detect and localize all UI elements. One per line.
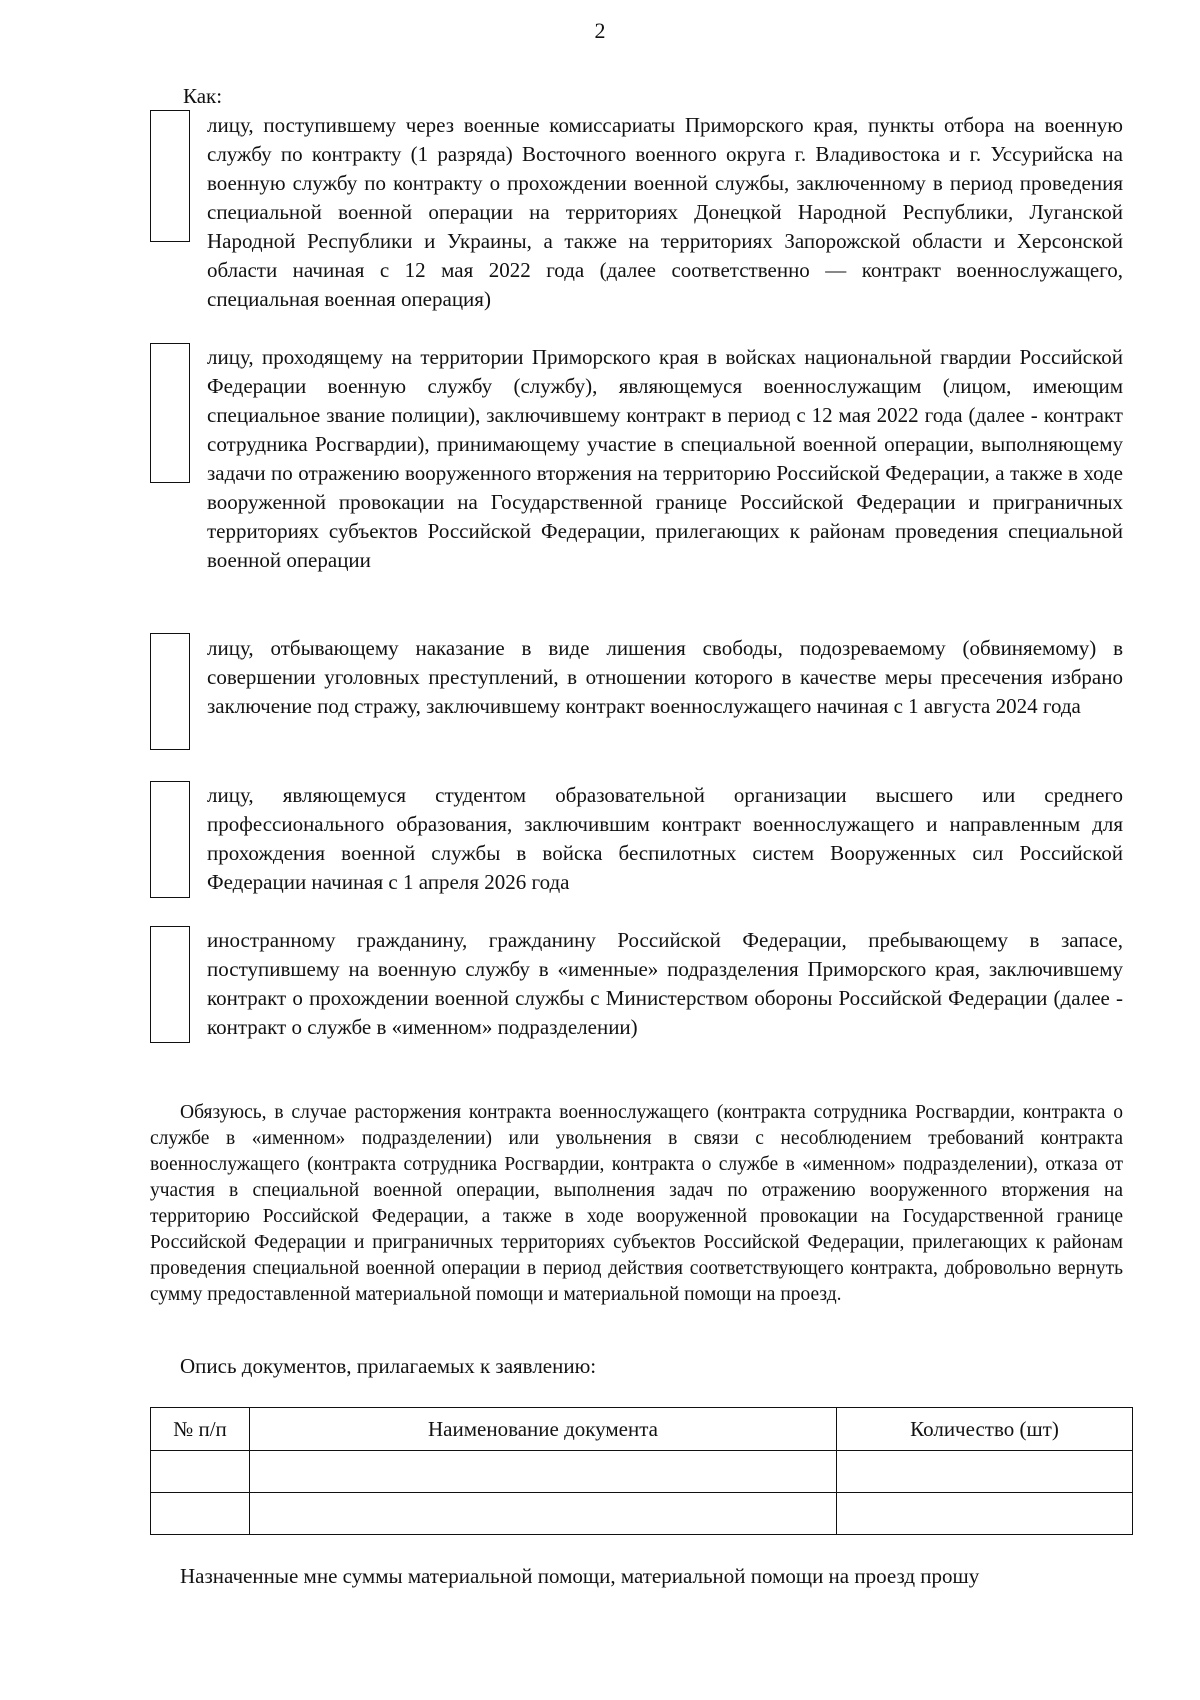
header-document-name: Наименование документа	[250, 1408, 837, 1451]
table-row	[151, 1451, 1133, 1493]
option-text-4: лицу, являющемуся студентом образовательной организации высшего или среднего профессионального образования, заключившим контракт военнослужащего и направленным для прохождения военной службы в войска беспилотных систем Вооруженных сил Российской Федерации начиная с 1 апреля 2026 года	[207, 783, 1123, 894]
page-number: 2	[594, 18, 606, 43]
option-checkbox-1[interactable]	[150, 110, 190, 242]
intro-label: Как:	[183, 84, 223, 108]
table-cell-number[interactable]	[151, 1493, 250, 1535]
table-row	[151, 1493, 1133, 1535]
option-text-2: лицу, проходящему на территории Приморского края в войсках национальной гвардии Российской Федерации военную службу (службу), являющемуся военнослужащим (лицом, имеющим специальное звание полиции), заключившему контракт в период с 12 мая 2022 года (далее - контракт сотрудника Росгвардии), принимающему участие в специальной военной операции, выполняющему задачи по отражению вооруженного вторжения на территорию Российской Федерации, а также в ходе вооруженной провокации на Государственной границе Российской Федерации и приграничных территориях субъектов Российской Федерации, прилегающих к районам проведения специальной военной операции	[207, 345, 1123, 572]
table-header-row	[151, 1408, 1133, 1451]
table-cell-document-name[interactable]	[250, 1451, 837, 1493]
option-checkbox-4[interactable]	[150, 781, 190, 898]
table-cell-number[interactable]	[151, 1451, 250, 1493]
table-cell-quantity[interactable]	[837, 1451, 1133, 1493]
option-checkbox-2[interactable]	[150, 343, 190, 483]
table-cell-document-name[interactable]	[250, 1493, 837, 1535]
documents-table	[150, 1407, 1133, 1535]
option-text-5: иностранному гражданину, гражданину Российской Федерации, пребывающему в запасе, поступившему на военную службу в «именные» подразделения Приморского края, заключившему контракт о прохождении военной службы с Министерством обороны Российской Федерации (далее - контракт о службе в «именном» подразделении)	[207, 928, 1123, 1039]
header-quantity: Количество (шт)	[837, 1408, 1133, 1451]
option-checkbox-3[interactable]	[150, 633, 190, 750]
documents-heading: Опись документов, прилагаемых к заявлению:	[180, 1354, 597, 1378]
obligation-paragraph: Обязуюсь, в случае расторжения контракта военнослужащего (контракта сотрудника Росгвардии, контракта о службе в «именном» подразделении) или увольнения в связи с несоблюдением требований контракта военнослужащего (контракта сотрудника Росгвардии, контракта о службе в «именном» подразделении), отказа от участия в специальной военной операции, выполнения задач по отражению вооруженного вторжения на территорию Российской Федерации, а также в ходе вооруженной провокации на Государственной границе Российской Федерации и приграничных территориях субъектов Российской Федерации, прилегающих к районам проведения специальной военной операции в период действия соответствующего контракта, добровольно вернуть сумму предоставленной материальной помощи и материальной помощи на проезд.	[150, 1102, 1123, 1305]
header-number: № п/п	[151, 1408, 250, 1451]
table-cell-quantity[interactable]	[837, 1493, 1133, 1535]
option-checkbox-5[interactable]	[150, 926, 190, 1043]
option-text-3: лицу, отбывающему наказание в виде лишения свободы, подозреваемому (обвиняемому) в совершении уголовных преступлений, в отношении которого в качестве меры пресечения избрано заключение под стражу, заключившему контракт военнослужащего начиная с 1 августа 2024 года	[207, 636, 1123, 718]
final-line: Назначенные мне суммы материальной помощи, материальной помощи на проезд прошу	[180, 1564, 980, 1588]
option-text-1: лицу, поступившему через военные комиссариаты Приморского края, пункты отбора на военную службу по контракту (1 разряда) Восточного военного округа г. Владивостока и г. Уссурийска на военную службу по контракту о прохождении военной службы, заключенному в период проведения специальной военной операции на территориях Донецкой Народной Республики, Луганской Народной Республики и Украины, а также на территориях Запорожской области и Херсонской области начиная с 12 мая 2022 года (далее соответственно — контракт военнослужащего, специальная военная операция)	[207, 113, 1123, 311]
